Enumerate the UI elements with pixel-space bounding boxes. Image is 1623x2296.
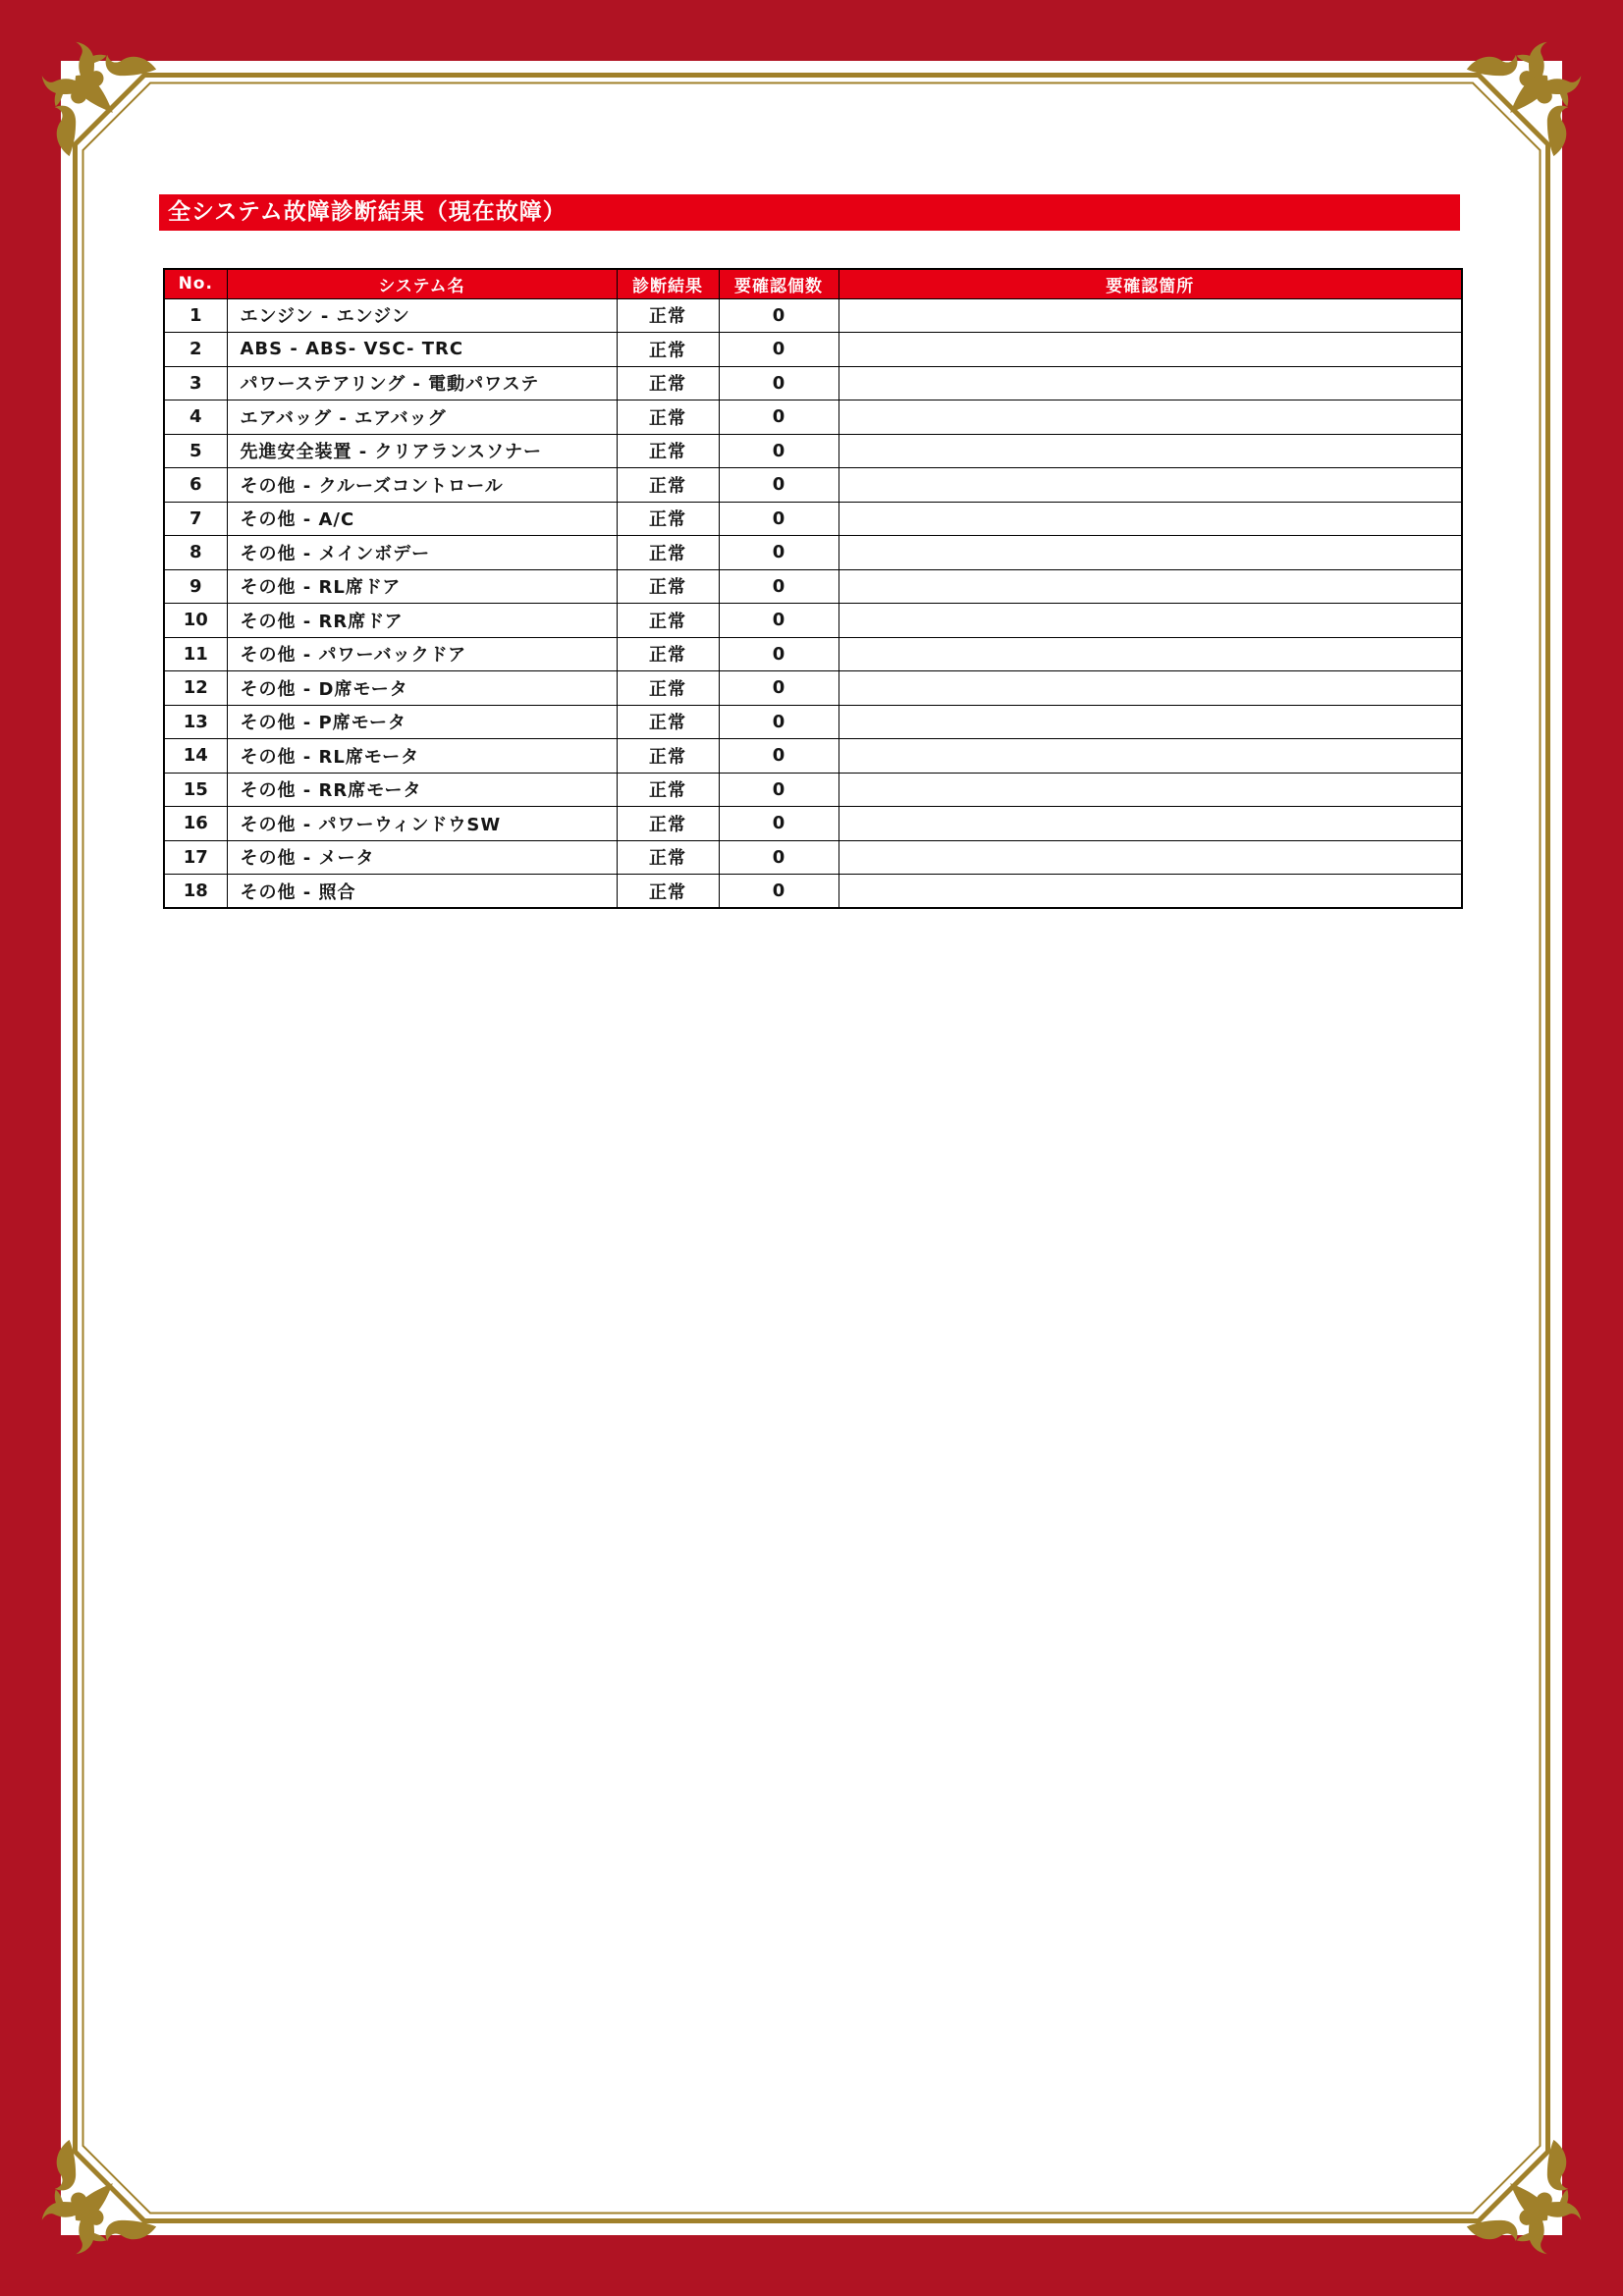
diagnosis-result-table xyxy=(163,268,1463,909)
cell-locations xyxy=(839,502,1462,536)
cell-system: 先進安全装置 - クリアランスソナー xyxy=(227,434,617,468)
cell-locations xyxy=(839,468,1462,503)
table-row xyxy=(164,434,1462,468)
cell-no: 15 xyxy=(164,773,227,807)
cell-locations xyxy=(839,671,1462,706)
cell-system: その他 - RL席モータ xyxy=(227,739,617,774)
cell-no: 5 xyxy=(164,434,227,468)
cell-result: 正常 xyxy=(617,569,719,604)
column-header-locations: 要確認箇所 xyxy=(839,269,1462,298)
cell-locations xyxy=(839,807,1462,841)
cell-count: 0 xyxy=(719,637,839,671)
cell-result: 正常 xyxy=(617,536,719,570)
cell-system: その他 - 照合 xyxy=(227,875,617,909)
column-header-system: システム名 xyxy=(227,269,617,298)
table-row xyxy=(164,705,1462,739)
table-row xyxy=(164,637,1462,671)
cell-locations xyxy=(839,298,1462,333)
cell-count: 0 xyxy=(719,739,839,774)
cell-count: 0 xyxy=(719,671,839,706)
cell-count: 0 xyxy=(719,468,839,503)
cell-result: 正常 xyxy=(617,840,719,875)
cell-no: 13 xyxy=(164,705,227,739)
cell-result: 正常 xyxy=(617,366,719,400)
cell-system: パワーステアリング - 電動パワステ xyxy=(227,366,617,400)
cell-result: 正常 xyxy=(617,875,719,909)
cell-no: 14 xyxy=(164,739,227,774)
cell-no: 9 xyxy=(164,569,227,604)
cell-no: 7 xyxy=(164,502,227,536)
cell-count: 0 xyxy=(719,807,839,841)
table-row xyxy=(164,773,1462,807)
table-row xyxy=(164,604,1462,638)
table-header-row xyxy=(164,269,1462,298)
report-title-bar xyxy=(159,194,1460,231)
cell-locations xyxy=(839,366,1462,400)
cell-locations xyxy=(839,637,1462,671)
cell-system: その他 - RL席ドア xyxy=(227,569,617,604)
cell-count: 0 xyxy=(719,773,839,807)
cell-system: ABS - ABS- VSC- TRC xyxy=(227,333,617,367)
cell-result: 正常 xyxy=(617,400,719,435)
cell-system: エンジン - エンジン xyxy=(227,298,617,333)
cell-no: 18 xyxy=(164,875,227,909)
column-header-no: No. xyxy=(164,269,227,298)
cell-system: エアバッグ - エアバッグ xyxy=(227,400,617,435)
cell-locations xyxy=(839,536,1462,570)
cell-locations xyxy=(839,604,1462,638)
cell-count: 0 xyxy=(719,536,839,570)
cell-count: 0 xyxy=(719,400,839,435)
table-row xyxy=(164,569,1462,604)
cell-locations xyxy=(839,739,1462,774)
cell-count: 0 xyxy=(719,298,839,333)
cell-count: 0 xyxy=(719,366,839,400)
cell-count: 0 xyxy=(719,604,839,638)
cell-locations xyxy=(839,400,1462,435)
cell-system: その他 - A/C xyxy=(227,502,617,536)
table-row xyxy=(164,366,1462,400)
cell-no: 3 xyxy=(164,366,227,400)
table-row xyxy=(164,671,1462,706)
cell-result: 正常 xyxy=(617,773,719,807)
cell-system: その他 - D席モータ xyxy=(227,671,617,706)
cell-system: その他 - パワーウィンドウSW xyxy=(227,807,617,841)
cell-no: 2 xyxy=(164,333,227,367)
cell-result: 正常 xyxy=(617,604,719,638)
cell-count: 0 xyxy=(719,705,839,739)
cell-result: 正常 xyxy=(617,502,719,536)
cell-result: 正常 xyxy=(617,298,719,333)
cell-count: 0 xyxy=(719,333,839,367)
cell-result: 正常 xyxy=(617,637,719,671)
cell-locations xyxy=(839,773,1462,807)
cell-system: その他 - クルーズコントロール xyxy=(227,468,617,503)
cell-result: 正常 xyxy=(617,739,719,774)
cell-system: その他 - P席モータ xyxy=(227,705,617,739)
corner-ornament-icon xyxy=(42,2140,156,2254)
cell-count: 0 xyxy=(719,502,839,536)
cell-result: 正常 xyxy=(617,333,719,367)
cell-system: その他 - メインボデー xyxy=(227,536,617,570)
cell-locations xyxy=(839,840,1462,875)
cell-result: 正常 xyxy=(617,807,719,841)
table-row xyxy=(164,875,1462,909)
corner-ornament-icon xyxy=(42,42,156,156)
cell-no: 11 xyxy=(164,637,227,671)
table-row xyxy=(164,333,1462,367)
cell-locations xyxy=(839,875,1462,909)
table-row xyxy=(164,536,1462,570)
cell-no: 6 xyxy=(164,468,227,503)
table-row xyxy=(164,739,1462,774)
cell-locations xyxy=(839,569,1462,604)
cell-locations xyxy=(839,333,1462,367)
diagnosis-table-body xyxy=(164,298,1462,908)
cell-system: その他 - パワーバックドア xyxy=(227,637,617,671)
cell-system: その他 - RR席ドア xyxy=(227,604,617,638)
cell-no: 10 xyxy=(164,604,227,638)
corner-ornament-icon xyxy=(1467,2140,1581,2254)
cell-result: 正常 xyxy=(617,705,719,739)
page-title: 全システム故障診断結果（現在故障） xyxy=(168,199,567,225)
cell-system: その他 - RR席モータ xyxy=(227,773,617,807)
cell-no: 17 xyxy=(164,840,227,875)
cell-no: 4 xyxy=(164,400,227,435)
cell-locations xyxy=(839,434,1462,468)
table-row xyxy=(164,807,1462,841)
table-row xyxy=(164,840,1462,875)
table-row xyxy=(164,468,1462,503)
cell-result: 正常 xyxy=(617,671,719,706)
cell-count: 0 xyxy=(719,434,839,468)
cell-count: 0 xyxy=(719,840,839,875)
cell-no: 1 xyxy=(164,298,227,333)
table-row xyxy=(164,400,1462,435)
table-row xyxy=(164,298,1462,333)
cell-no: 12 xyxy=(164,671,227,706)
cell-count: 0 xyxy=(719,569,839,604)
cell-locations xyxy=(839,705,1462,739)
corner-ornament-icon xyxy=(1467,42,1581,156)
column-header-result: 診断結果 xyxy=(617,269,719,298)
cell-system: その他 - メータ xyxy=(227,840,617,875)
cell-no: 16 xyxy=(164,807,227,841)
cell-count: 0 xyxy=(719,875,839,909)
cell-result: 正常 xyxy=(617,468,719,503)
cell-result: 正常 xyxy=(617,434,719,468)
cell-no: 8 xyxy=(164,536,227,570)
column-header-count: 要確認個数 xyxy=(719,269,839,298)
table-row xyxy=(164,502,1462,536)
